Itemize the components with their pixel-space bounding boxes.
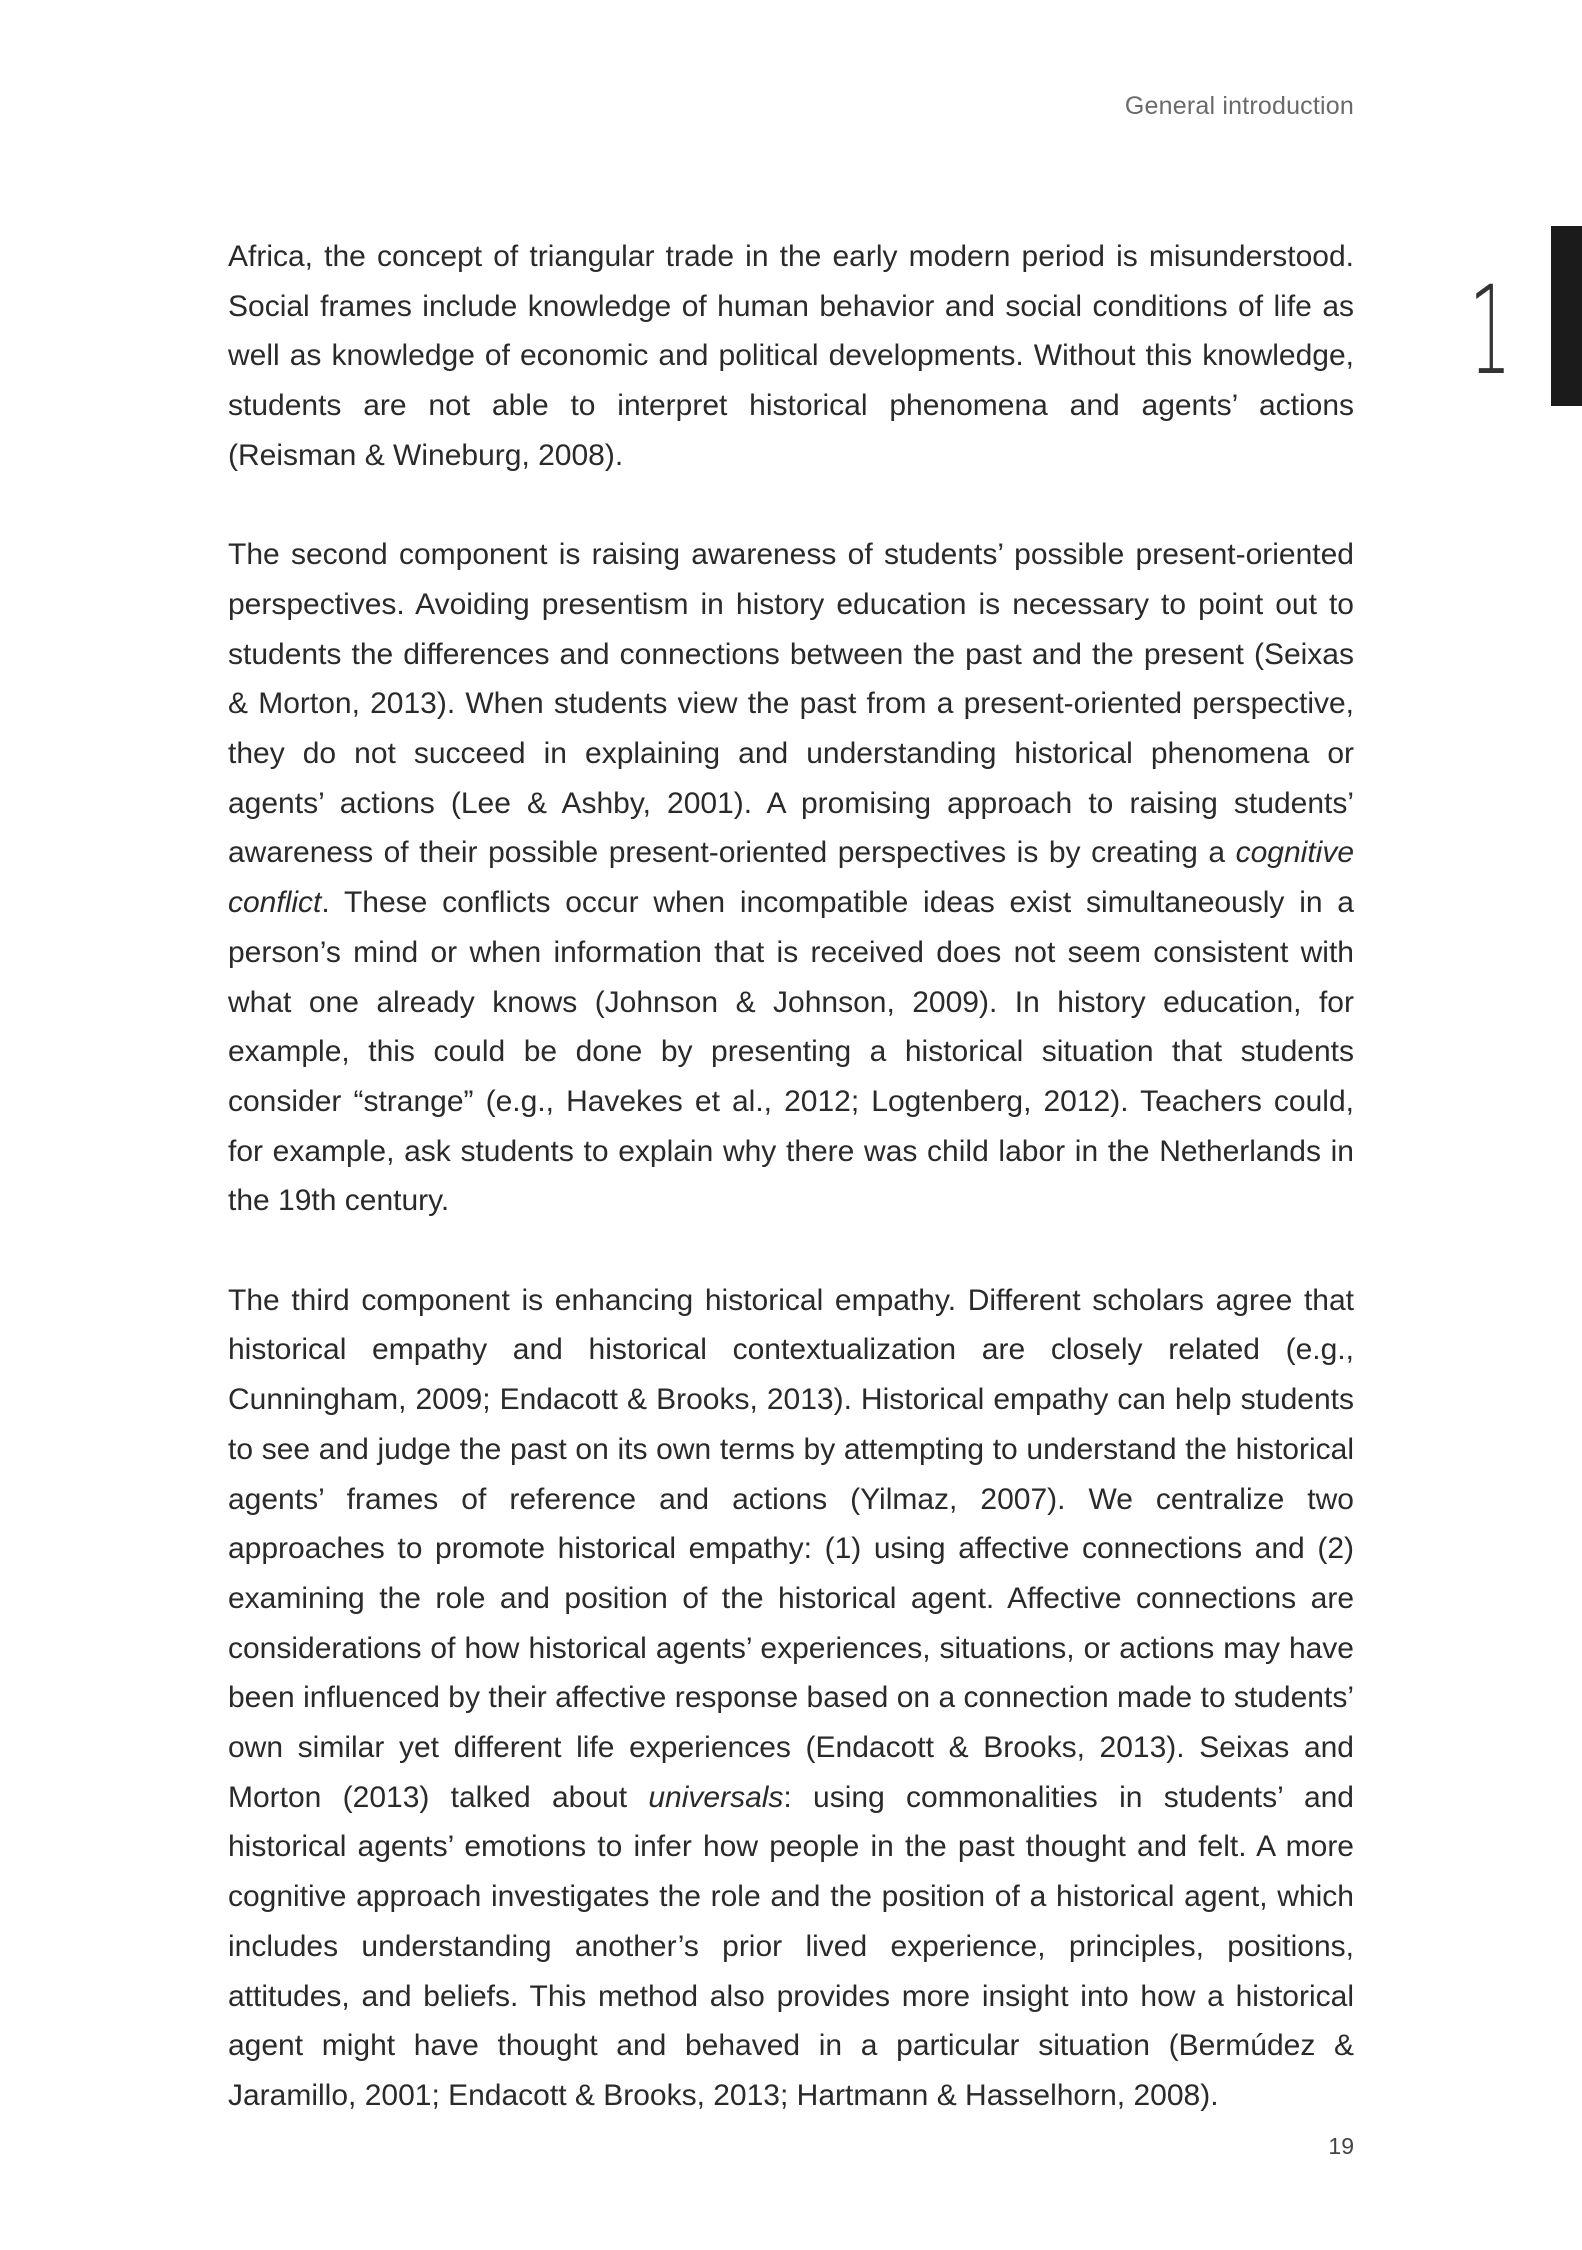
paragraph-present-oriented-perspectives	[228, 530, 1354, 1226]
page-number: 19	[1328, 2133, 1354, 2159]
chapter-number: 1	[1469, 260, 1512, 402]
paragraph-text: . These conflicts occur when incompatible ideas exist simultaneously in a person’s mind or when information that is received does not seem consistent with what one already knows (Johnson & Johnson, 2009). In history education, for example, this could be done by presenting a historical situation that students consider “strange” (e.g., Havekes et al., 2012; Logtenberg, 2012). Teachers could, for example, ask students to explain why there was child labor in the Netherlands in the 19th century.	[228, 886, 1354, 1218]
paragraph-text: The second component is raising awareness of students’ possible present-oriented perspectives. Avoiding presentism in history education is necessary to point out to students the differences and connections between the past and the present (Seixas & Morton, 2013). When students view the past from a present-oriented perspective, they do not succeed in explaining and understanding historical phenomena or agents’ actions (Lee & Ashby, 2001). A promising approach to raising students’ awareness of their possible present-oriented perspectives is by creating a	[228, 538, 1354, 870]
paragraph-text: The third component is enhancing historical empathy. Different scholars agree that historical empathy and historical contextualization are closely related (e.g., Cunningham, 2009; Endacott & Brooks, 2013). Historical empathy can help students to see and judge the past on its own terms by attempting to understand the historical agents’ frames of reference and actions (Yilmaz, 2007). We centralize two approaches to promote historical empathy: (1) using affective connections and (2) examining the role and position of the historical agent. Affective connections are considerations of how historical agents’ experiences, situations, or actions may have been influenced by their affective response based on a connection made to students’ own similar yet different life experiences (Endacott & Brooks, 2013). Seixas and Morton (2013) talked about	[228, 1283, 1354, 1814]
paragraph-text: : using commonalities in students’ and historical agents’ emotions to infer how people in the past thought and felt. A more cognitive approach investigates the role and the position of a historical agent, which includes understanding another’s prior lived experience, principles, positions, attitudes, and beliefs. This method also provides more insight into how a historical agent might have thought and behaved in a particular situation (Bermúdez & Jaramillo, 2001; Endacott & Brooks, 2013; Hartmann & Hasselhorn, 2008).	[228, 1780, 1354, 2112]
paragraph-historical-empathy	[228, 1276, 1354, 2121]
body-text	[228, 232, 1354, 2121]
paragraph-text: Africa, the concept of triangular trade in the early modern period is misunderstood. Social frames include knowledge of human behavior and social conditions of life as well as knowledge of economic and political developments. Without this knowledge, students are not able to interpret historical phenomena and agents’ actions (Reisman & Wineburg, 2008).	[228, 240, 1354, 472]
chapter-tab-marker	[1551, 226, 1582, 406]
running-header: General introduction	[1124, 92, 1354, 120]
emphasis-term: cognitive conflict	[228, 836, 1354, 920]
emphasis-term: universals	[648, 1780, 784, 1814]
paragraph-social-frames	[228, 232, 1354, 481]
